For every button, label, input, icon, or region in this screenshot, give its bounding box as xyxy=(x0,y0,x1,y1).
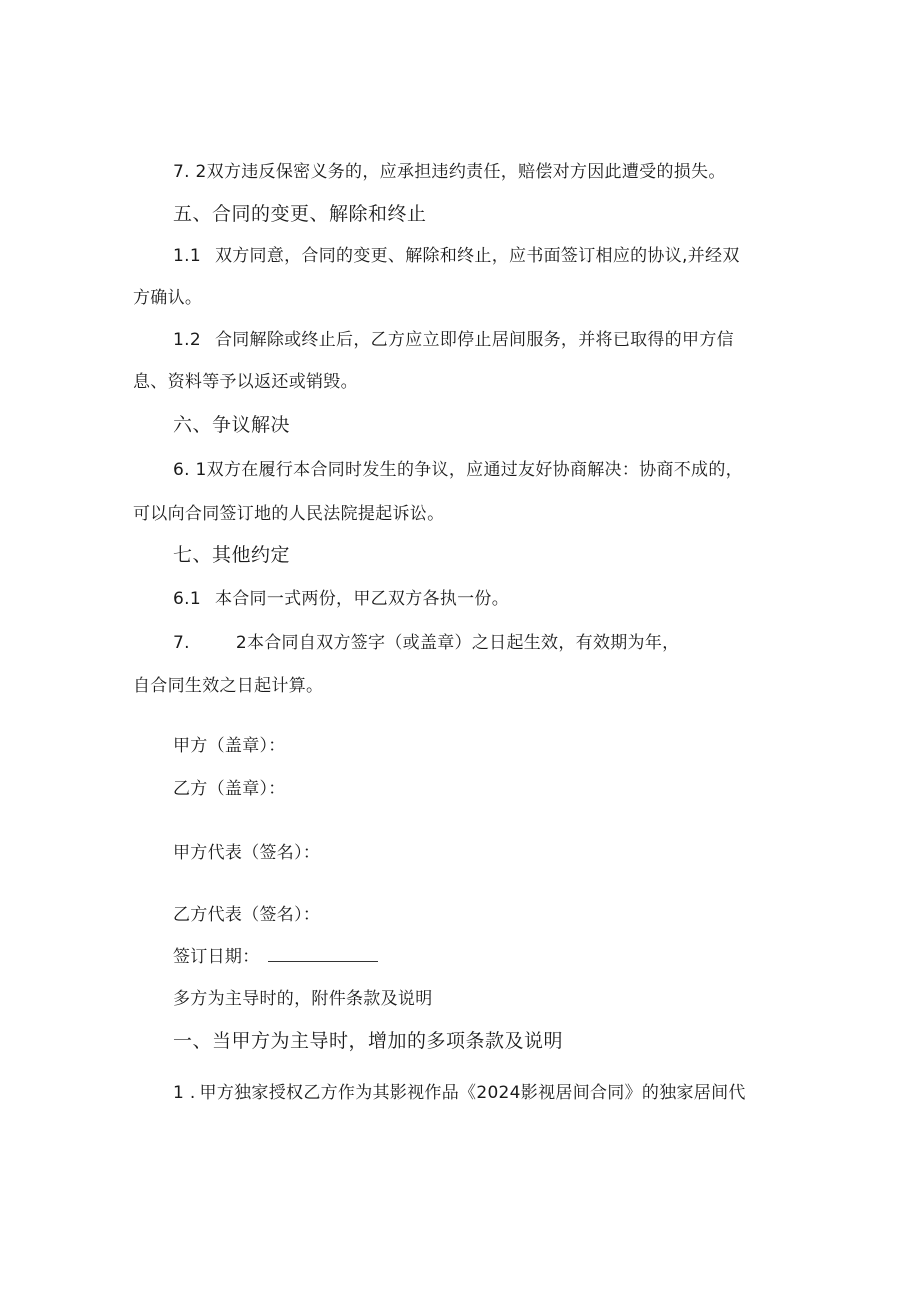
clause-7-2b xyxy=(173,632,679,654)
clause-text: 双方在履行本合同时发生的争议，应通过友好协商解决：协商不成的， xyxy=(206,460,743,480)
clause-1-2-cont: 息、资料等予以返还或销毁。 xyxy=(133,372,358,392)
clause-text: 双方违反保密义务的，应承担违约责任，赔偿对方因此遭受的损失。 xyxy=(206,162,726,182)
clause-7-2 xyxy=(173,161,726,183)
clause-6-1b xyxy=(173,588,509,610)
clause-text: 2本合同自双方签字（或盖章）之日起生效，有效期为年， xyxy=(235,633,680,653)
appendix-title: 多方为主导时的，附件条款及说明 xyxy=(173,989,433,1009)
clause-1-1-cont: 方确认。 xyxy=(133,288,203,308)
clause-number: 1.2 xyxy=(173,330,201,350)
clause-1-1 xyxy=(173,245,740,267)
clause-number: 1 . xyxy=(173,1083,196,1103)
clause-text: 双方同意，合同的变更、解除和终止，应书面签订相应的协议,并经双 xyxy=(214,246,740,266)
signing-date-label: 签订日期： xyxy=(173,947,260,967)
section-heading-6: 六、争议解决 xyxy=(173,414,291,436)
clause-text: 合同解除或终止后，乙方应立即停止居间服务，并将已取得的甲方信 xyxy=(214,330,734,350)
clause-number: 7. xyxy=(173,633,190,653)
section-heading-5: 五、合同的变更、解除和终止 xyxy=(173,203,427,225)
section-heading-7: 七、其他约定 xyxy=(173,544,291,566)
clause-number: 6.1 xyxy=(173,589,201,609)
appendix-clause-1 xyxy=(173,1082,746,1104)
clause-number: 1.1 xyxy=(173,246,201,266)
party-b-representative: 乙方代表（签名）： xyxy=(173,905,321,925)
signing-date-blank xyxy=(268,947,378,962)
clause-6-1-cont: 可以向合同签订地的人民法院提起诉讼。 xyxy=(133,504,445,524)
signing-date xyxy=(173,946,378,968)
clause-number: 6. 1 xyxy=(173,460,207,480)
clause-6-1 xyxy=(173,459,743,481)
clause-text: 甲方独家授权乙方作为其影视作品《2024影视居间合同》的独家居间代 xyxy=(199,1083,746,1103)
party-a-representative: 甲方代表（签名）： xyxy=(173,843,321,863)
clause-text: 本合同一式两份，甲乙双方各执一份。 xyxy=(214,589,510,609)
appendix-heading-1: 一、当甲方为主导时，增加的多项条款及说明 xyxy=(173,1030,564,1052)
clause-1-2 xyxy=(173,329,734,351)
clause-number: 7. 2 xyxy=(173,162,207,182)
clause-7-2b-cont: 自合同生效之日起计算。 xyxy=(133,676,324,696)
party-a-seal: 甲方（盖章）： xyxy=(173,736,286,756)
party-b-seal: 乙方（盖章）： xyxy=(173,779,286,799)
